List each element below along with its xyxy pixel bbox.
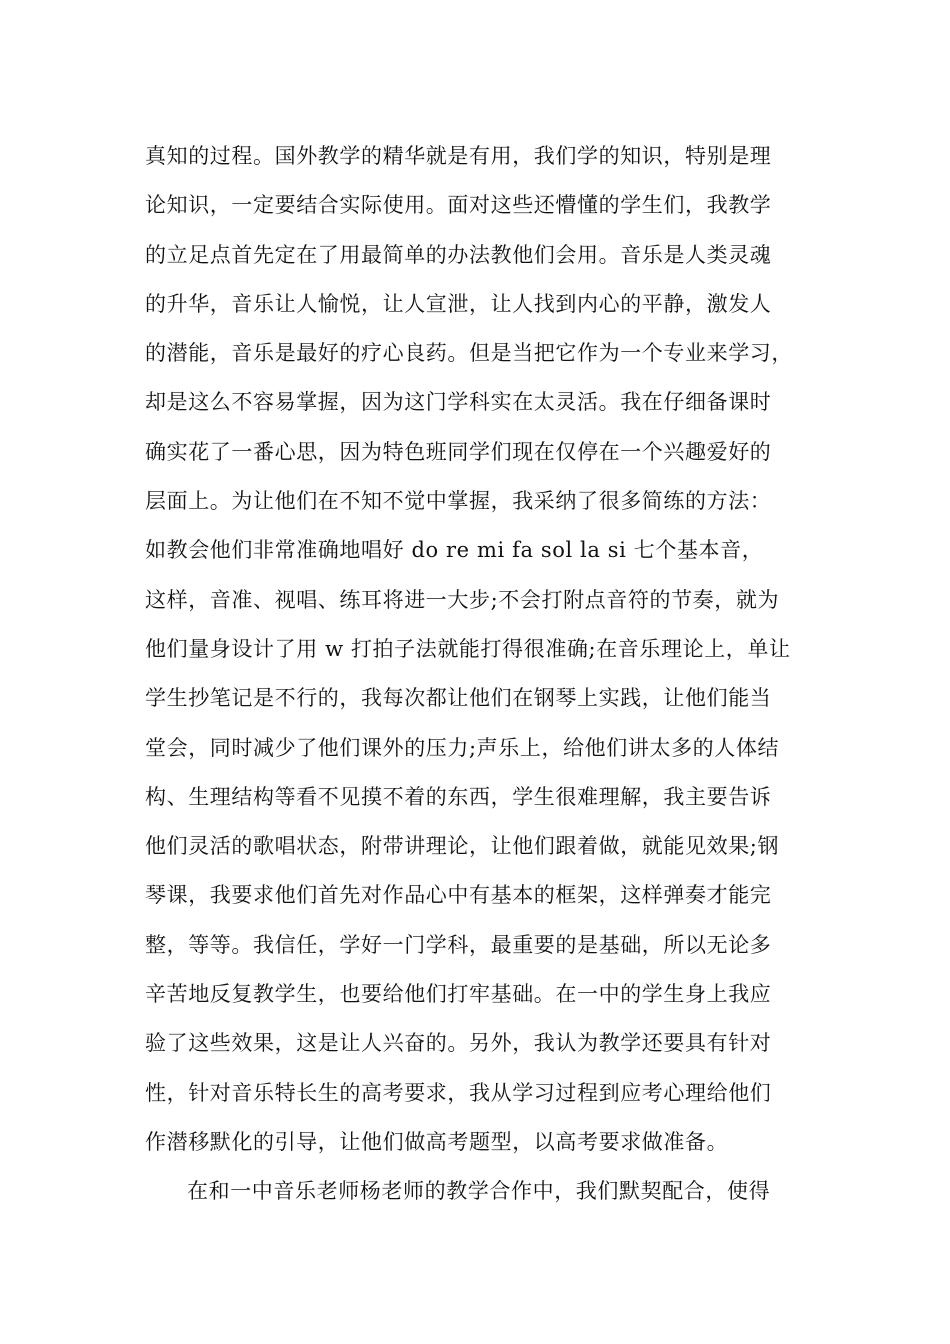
text-line: 堂会，同时减少了他们课外的压力;声乐上，给他们讲太多的人体结 — [145, 735, 780, 760]
text-line: 验了这些效果，这是让人兴奋的。另外，我认为教学还要具有针对 — [145, 1031, 772, 1056]
text-line: 他们量身设计了用 w 打拍子法就能打得很准确;在音乐理论上，单让 — [145, 636, 791, 661]
text-line: 构、生理结构等看不见摸不着的东西，学生很难理解，我主要告诉 — [145, 784, 772, 809]
text-line: 如教会他们非常准确地唱好 do re mi fa sol la si 七个基本音， — [145, 538, 764, 563]
text-line: 的升华，音乐让人愉悦，让人宣泄，让人找到内心的平静，激发人 — [145, 291, 772, 316]
text-line: 确实花了一番心思，因为特色班同学们现在仅停在一个兴趣爱好的 — [145, 439, 772, 464]
text-line: 琴课，我要求他们首先对作品心中有基本的框架，这样弹奏才能完 — [145, 883, 772, 908]
text-line: 整，等等。我信任，学好一门学科，最重要的是基础，所以无论多 — [145, 932, 772, 957]
text-line: 真知的过程。国外教学的精华就是有用，我们学的知识，特别是理 — [145, 144, 772, 168]
text-line: 他们灵活的歌唱状态，附带讲理论，让他们跟着做，就能见效果;钢 — [145, 834, 780, 859]
body-text — [145, 132, 815, 1217]
text-line: 学生抄笔记是不行的，我每次都让他们在钢琴上实践，让他们能当 — [145, 686, 772, 711]
text-line: 作潜移默化的引导，让他们做高考题型，以高考要求做准备。 — [145, 1129, 729, 1154]
text-line: 层面上。为让他们在不知不觉中掌握，我采纳了很多简练的方法： — [145, 489, 772, 514]
text-line: 性，针对音乐特长生的高考要求，我从学习过程到应考心理给他们 — [145, 1080, 772, 1105]
text-line: 辛苦地反复教学生，也要给他们打牢基础。在一中的学生身上我应 — [145, 982, 772, 1007]
text-line: 这样，音准、视唱、练耳将进一大步;不会打附点音符的节奏，就为 — [145, 587, 780, 612]
text-line: 的潜能，音乐是最好的疗心良药。但是当把它作为一个专业来学习， — [145, 341, 793, 366]
paragraph-start-line: 在和一中音乐老师杨老师的教学合作中，我们默契配合，使得 — [187, 1179, 771, 1204]
text-line: 的立足点首先定在了用最简单的办法教他们会用。音乐是人类灵魂 — [145, 242, 772, 267]
text-line: 论知识，一定要结合实际使用。面对这些还懵懂的学生们，我教学 — [145, 193, 772, 218]
text-line: 却是这么不容易掌握，因为这门学科实在太灵活。我在仔细备课时 — [145, 390, 772, 415]
